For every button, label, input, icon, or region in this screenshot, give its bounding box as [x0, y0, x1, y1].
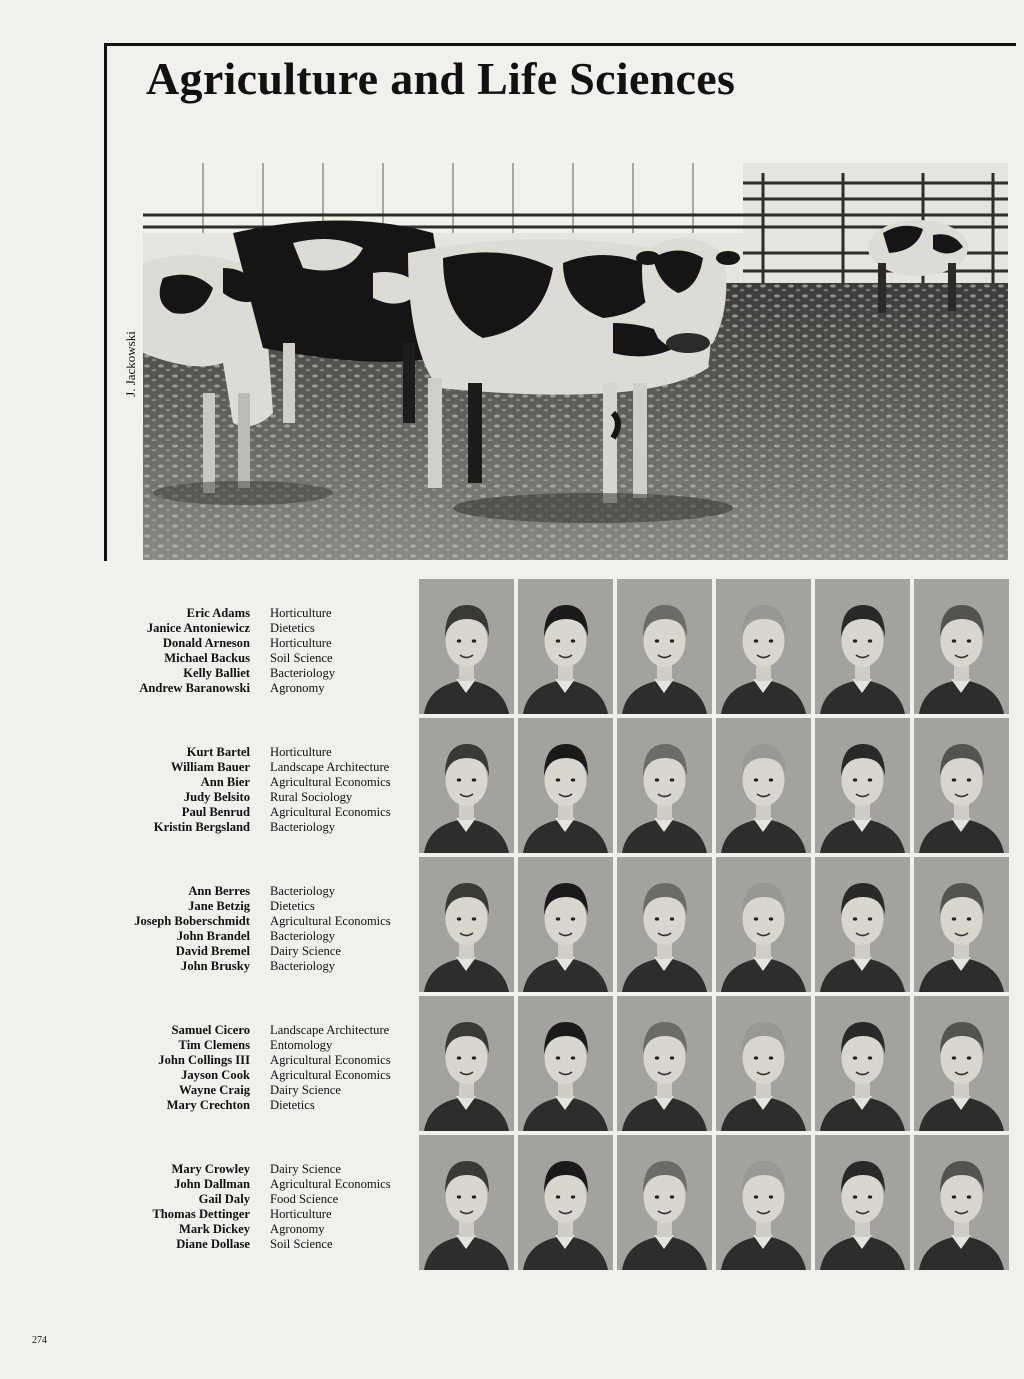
- student-major: Bacteriology: [270, 884, 336, 898]
- student-major: Landscape Architecture: [270, 1023, 390, 1037]
- student-portrait: [716, 579, 811, 714]
- student-name: Mary Crowley: [171, 1162, 250, 1176]
- cows-photo-drawing: [143, 163, 1008, 560]
- student-major: Entomology: [270, 1038, 333, 1052]
- student-name: William Bauer: [170, 760, 250, 774]
- frame-left-rule: [104, 43, 107, 561]
- portrait-row: [419, 579, 1009, 714]
- student-portrait: [914, 996, 1009, 1131]
- portrait-grid: [419, 579, 1009, 1269]
- student-major: Rural Sociology: [270, 790, 353, 804]
- student-portrait: [419, 857, 514, 992]
- names-group-5: [0, 1162, 250, 1252]
- student-major: Dietetics: [270, 1098, 315, 1112]
- student-major: Bacteriology: [270, 820, 336, 834]
- student-name: John Brusky: [181, 959, 250, 973]
- student-portrait: [815, 857, 910, 992]
- student-portrait: [617, 718, 712, 853]
- student-portrait: [617, 1135, 712, 1270]
- names-group-2: [0, 745, 250, 835]
- student-name: Kurt Bartel: [186, 745, 250, 759]
- student-portrait: [815, 1135, 910, 1270]
- student-major: Horticulture: [270, 606, 332, 620]
- student-portrait: [617, 857, 712, 992]
- student-major: Bacteriology: [270, 959, 336, 973]
- majors-group-5: [270, 1162, 420, 1252]
- student-name: Eric Adams: [186, 606, 250, 620]
- student-portrait: [914, 579, 1009, 714]
- student-major: Agronomy: [270, 1222, 325, 1236]
- student-portrait: [815, 996, 910, 1131]
- student-name: Ann Berres: [188, 884, 250, 898]
- majors-group-1: [270, 606, 420, 696]
- student-name: Ann Bier: [200, 775, 250, 789]
- student-name: Jayson Cook: [181, 1068, 250, 1082]
- student-portrait: [518, 857, 613, 992]
- student-major: Landscape Architecture: [270, 760, 390, 774]
- student-portrait: [419, 1135, 514, 1270]
- student-portrait: [518, 718, 613, 853]
- student-portrait: [914, 718, 1009, 853]
- student-portrait: [419, 718, 514, 853]
- student-major: Agricultural Economics: [270, 775, 391, 789]
- student-major: Agricultural Economics: [270, 805, 391, 819]
- student-name: Tim Clemens: [178, 1038, 250, 1052]
- portrait-row: [419, 996, 1009, 1131]
- student-name: Janice Antoniewicz: [146, 621, 250, 635]
- names-group-3: [0, 884, 250, 974]
- student-name: John Dallman: [174, 1177, 250, 1191]
- student-portrait: [419, 996, 514, 1131]
- majors-group-3: [270, 884, 420, 974]
- student-portrait: [716, 996, 811, 1131]
- student-name: John Collings III: [158, 1053, 250, 1067]
- student-name: Samuel Cicero: [171, 1023, 250, 1037]
- student-name: Donald Arneson: [162, 636, 250, 650]
- page-title: Agriculture and Life Sciences: [146, 53, 736, 104]
- student-major: Food Science: [270, 1192, 339, 1206]
- portrait-row: [419, 857, 1009, 992]
- student-name: Jane Betzig: [188, 899, 250, 913]
- majors-group-4: [270, 1023, 420, 1113]
- names-group-1: [0, 606, 250, 696]
- student-portrait: [617, 996, 712, 1131]
- frame-top-rule: [104, 43, 1016, 46]
- student-major: Horticulture: [270, 636, 332, 650]
- student-major: Agricultural Economics: [270, 1053, 391, 1067]
- student-portrait: [716, 857, 811, 992]
- student-portrait: [716, 718, 811, 853]
- student-name: Andrew Baranowski: [139, 681, 250, 695]
- student-portrait: [716, 1135, 811, 1270]
- student-major: Agricultural Economics: [270, 914, 391, 928]
- student-portrait: [617, 579, 712, 714]
- student-name: Kelly Balliet: [183, 666, 250, 680]
- student-major: Horticulture: [270, 745, 332, 759]
- student-portrait: [518, 996, 613, 1131]
- student-major: Bacteriology: [270, 666, 336, 680]
- names-group-4: [0, 1023, 250, 1113]
- student-portrait: [914, 1135, 1009, 1270]
- student-name: Kristin Bergsland: [153, 820, 250, 834]
- portrait-row: [419, 718, 1009, 853]
- student-name: Wayne Craig: [178, 1083, 250, 1097]
- student-portrait: [815, 579, 910, 714]
- student-major: Agronomy: [270, 681, 325, 695]
- student-major: Bacteriology: [270, 929, 336, 943]
- student-major: Dairy Science: [270, 1083, 341, 1097]
- student-name: Michael Backus: [164, 651, 250, 665]
- student-major: Dairy Science: [270, 944, 341, 958]
- student-major: Dairy Science: [270, 1162, 341, 1176]
- student-major: Horticulture: [270, 1207, 332, 1221]
- student-major: Soil Science: [270, 1237, 333, 1251]
- student-portrait: [419, 579, 514, 714]
- student-name: Diane Dollase: [176, 1237, 250, 1251]
- student-name: Mark Dickey: [179, 1222, 250, 1236]
- portrait-row: [419, 1135, 1009, 1270]
- student-major: Agricultural Economics: [270, 1177, 391, 1191]
- student-major: Soil Science: [270, 651, 333, 665]
- majors-group-2: [270, 745, 420, 835]
- page-number: 274: [32, 1335, 47, 1346]
- student-major: Agricultural Economics: [270, 1068, 391, 1082]
- student-portrait: [815, 718, 910, 853]
- student-name: Gail Daly: [198, 1192, 250, 1206]
- photo-credit: J. Jackowski: [123, 331, 138, 397]
- student-portrait: [518, 579, 613, 714]
- student-name: Thomas Dettinger: [152, 1207, 250, 1221]
- student-name: Paul Benrud: [181, 805, 250, 819]
- student-name: John Brandel: [176, 929, 250, 943]
- student-name: David Bremel: [175, 944, 250, 958]
- student-portrait: [914, 857, 1009, 992]
- student-name: Mary Crechton: [166, 1098, 250, 1112]
- student-name: Judy Belsito: [183, 790, 250, 804]
- student-major: Dietetics: [270, 621, 315, 635]
- student-major: Dietetics: [270, 899, 315, 913]
- student-name: Joseph Boberschmidt: [134, 914, 250, 928]
- student-portrait: [518, 1135, 613, 1270]
- cows-photo: [143, 163, 1008, 560]
